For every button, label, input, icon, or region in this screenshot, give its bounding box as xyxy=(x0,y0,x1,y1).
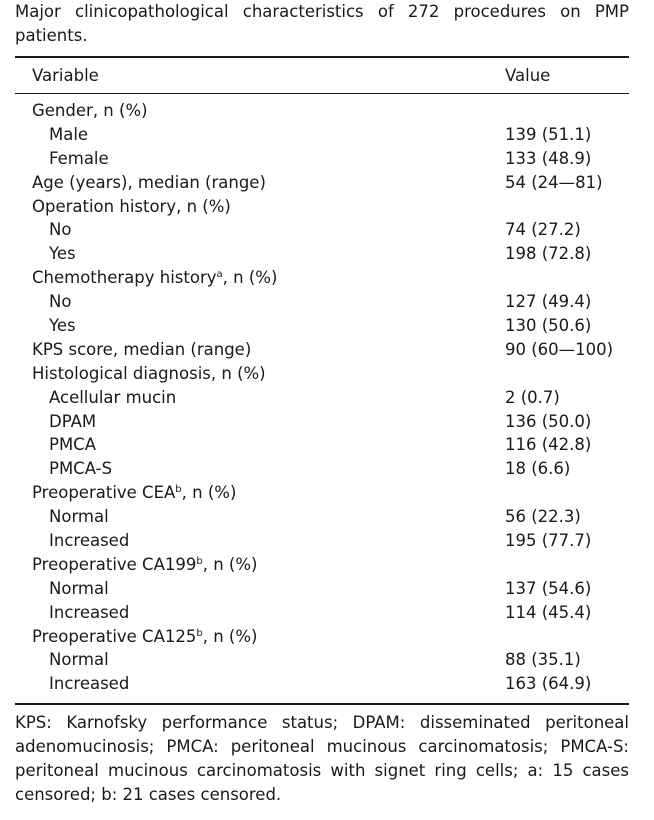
value-cell: 56 (22.3) xyxy=(505,507,581,527)
variable-cell xyxy=(49,147,109,171)
variable-label: Normal xyxy=(49,507,109,527)
variable-cell xyxy=(32,171,266,195)
table-row xyxy=(0,505,654,529)
variable-cell xyxy=(32,338,251,362)
variable-cell xyxy=(49,601,129,625)
table-row xyxy=(0,457,654,481)
table-row xyxy=(0,242,654,266)
variable-cell xyxy=(49,290,71,314)
table-row xyxy=(0,338,654,362)
variable-label: No xyxy=(49,220,72,240)
variable-label: Yes xyxy=(49,316,76,336)
value-cell: 2 (0.7) xyxy=(505,387,560,407)
column-header-value: Value xyxy=(505,66,551,85)
table-row xyxy=(0,553,654,577)
footnote-marker: a xyxy=(216,269,223,281)
table-row xyxy=(0,601,654,625)
variable-unit: , n (%) xyxy=(176,196,231,216)
variable-label: Gender xyxy=(32,101,93,120)
table-row xyxy=(0,648,654,672)
table-row xyxy=(0,410,654,434)
variable-label: KPS score, median (range) xyxy=(32,339,252,359)
value-cell: 114 (45.4) xyxy=(505,602,592,622)
table-footnote: KPS: Karnofsky performance status; DPAM: disseminated peritoneal adenomucinosis; PMCA: peritoneal mucinous carcinomatosis; PMCA-S: peritoneal mucinous carcinomatosis with signet ring cells; a: 15 cases censored; b: 21 cases censored. xyxy=(15,713,629,804)
table-row xyxy=(0,218,654,242)
variable-label: Increased xyxy=(49,531,130,551)
variable-label: PMCA-S xyxy=(49,459,113,479)
variable-cell xyxy=(32,625,257,649)
variable-cell xyxy=(49,577,109,601)
variable-label: Female xyxy=(49,148,109,168)
variable-label: Normal xyxy=(49,578,109,598)
table-body xyxy=(0,99,654,696)
variable-label: Increased xyxy=(49,602,130,622)
column-header-variable: Variable xyxy=(32,66,99,85)
footnote-marker: b xyxy=(196,555,203,567)
variable-cell xyxy=(32,553,257,577)
value-cell: 54 (24—81) xyxy=(505,172,603,192)
variable-label: Increased xyxy=(49,674,130,694)
variable-label: Age (years), median (range) xyxy=(32,172,266,192)
variable-cell xyxy=(32,481,236,505)
value-cell: 195 (77.7) xyxy=(505,531,592,551)
table-row xyxy=(0,672,654,696)
table-bottom-rule xyxy=(15,703,629,705)
value-cell: 139 (51.1) xyxy=(505,124,592,144)
table-row xyxy=(0,362,654,386)
variable-cell xyxy=(49,123,88,147)
variable-label: DPAM xyxy=(49,411,97,431)
footnote-marker: b xyxy=(196,627,203,639)
value-cell: 130 (50.6) xyxy=(505,316,592,336)
table-row xyxy=(0,195,654,219)
variable-cell xyxy=(49,505,109,529)
table-top-rule xyxy=(15,56,629,58)
table-row xyxy=(0,481,654,505)
variable-unit: , n (%) xyxy=(181,483,237,503)
variable-cell xyxy=(32,362,266,386)
variable-cell xyxy=(32,266,277,290)
variable-cell xyxy=(49,386,176,410)
variable-label: Chemotherapy history xyxy=(32,268,217,288)
table-row xyxy=(0,433,654,457)
variable-label: Preoperative CA199 xyxy=(32,554,197,574)
variable-unit: , n (%) xyxy=(202,626,258,646)
value-cell: 136 (50.0) xyxy=(505,411,592,431)
variable-cell xyxy=(32,195,231,219)
table-header-rule xyxy=(15,93,629,94)
variable-cell xyxy=(49,457,112,481)
value-cell: 127 (49.4) xyxy=(505,292,592,312)
table-row xyxy=(0,266,654,290)
variable-cell xyxy=(49,410,96,434)
variable-label: Male xyxy=(49,124,89,144)
variable-label: Preoperative CEA xyxy=(32,483,176,503)
variable-label: Acellular mucin xyxy=(49,387,177,407)
value-cell: 133 (48.9) xyxy=(505,148,592,168)
variable-label: PMCA xyxy=(49,435,96,455)
variable-unit: , n (%) xyxy=(202,554,258,574)
variable-cell xyxy=(32,99,148,123)
variable-label: Normal xyxy=(49,650,109,670)
variable-cell xyxy=(49,433,96,457)
table-row xyxy=(0,529,654,553)
variable-cell xyxy=(49,672,129,696)
table-row xyxy=(0,386,654,410)
variable-label: Preoperative CA125 xyxy=(32,626,197,646)
value-cell: 137 (54.6) xyxy=(505,578,592,598)
footnote-marker: b xyxy=(175,484,182,496)
variable-cell xyxy=(49,218,71,242)
value-cell: 18 (6.6) xyxy=(505,459,571,479)
variable-cell xyxy=(49,314,76,338)
variable-label: No xyxy=(49,292,72,312)
table-row xyxy=(0,625,654,649)
variable-label: Histological diagnosis xyxy=(32,363,211,383)
variable-label: Yes xyxy=(49,244,76,264)
value-cell: 116 (42.8) xyxy=(505,435,592,455)
variable-unit: , n (%) xyxy=(92,101,148,120)
variable-label: Operation history xyxy=(32,196,177,216)
table-row xyxy=(0,314,654,338)
value-cell: 198 (72.8) xyxy=(505,244,592,264)
value-cell: 88 (35.1) xyxy=(505,650,581,670)
variable-cell xyxy=(49,529,129,553)
variable-cell xyxy=(49,648,109,672)
value-cell: 90 (60—100) xyxy=(505,339,614,359)
variable-unit: , n (%) xyxy=(210,363,266,383)
table-row xyxy=(0,123,654,147)
table-caption: Major clinicopathological characteristics of 272 procedures on PMP patients. xyxy=(15,2,629,45)
value-cell: 74 (27.2) xyxy=(505,220,581,240)
variable-cell xyxy=(49,242,76,266)
table-row xyxy=(0,147,654,171)
table-row xyxy=(0,171,654,195)
table-row xyxy=(0,290,654,314)
variable-unit: , n (%) xyxy=(222,268,278,288)
value-cell: 163 (64.9) xyxy=(505,674,592,694)
table-row xyxy=(0,99,654,123)
table-row xyxy=(0,577,654,601)
